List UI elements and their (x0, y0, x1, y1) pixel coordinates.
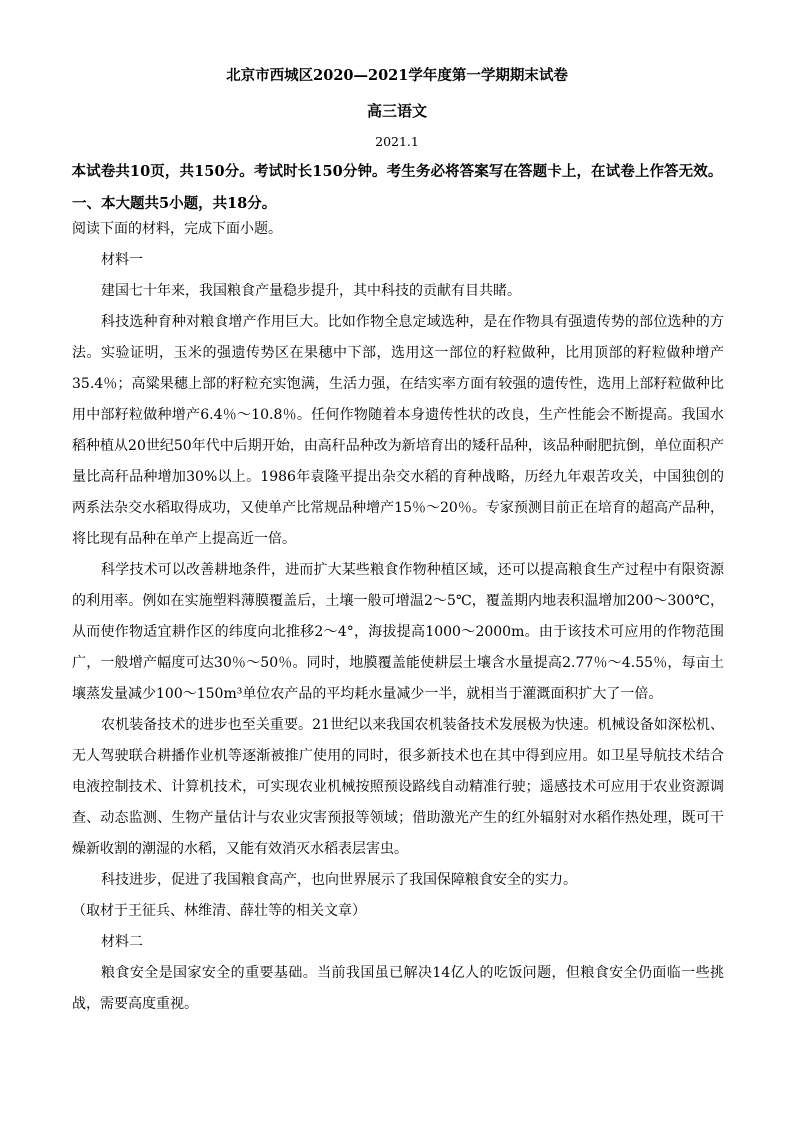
section-heading: 一、本大题共5小题，共18分。 (72, 195, 277, 212)
exam-title: 北京市西城区2020—2021学年度第一学期期末试卷 (226, 67, 568, 84)
exam-date: 2021.1 (375, 134, 419, 149)
reading-passage (72, 214, 724, 1020)
material2-paragraph-1: 粮食安全是国家安全的重要基础。当前我国虽已解决14亿人的吃饭问题，但粮食安全仍面临一些挑战，需要高度重视。 (72, 965, 724, 1012)
material1-paragraph-1: 建国七十年来，我国粮食产量稳步提升，其中科技的贡献有目共睹。 (101, 283, 521, 299)
material1-label: 材料一 (101, 252, 143, 268)
material2-label: 材料二 (101, 934, 143, 950)
material1-paragraph-3: 科学技术可以改善耕地条件，进而扩大某些粮食作物种植区域，还可以提高粮食生产过程中有限资源的利用率。例如在实施塑料薄膜覆盖后，土壤一般可增温2～5℃，覆盖期内地表积温增加200～300℃，从而使作物适宜耕作区的纬度向北推移2～4°，海拔提高1000～2000m。由于该技术可应用的作物范围广，一般增产幅度可达30％～50％。同时，地膜覆盖能使耕层土壤含水量提高2.77％～4.55％，每亩土壤蒸发量减少100～150m³单位农产品的平均耗水量减少一半，就相当于灌溉面积扩大了一倍。 (72, 562, 724, 702)
material1-source: （取材于王征兵、林维清、薛壮等的相关文章） (72, 903, 366, 919)
material1-paragraph-4: 农机装备技术的进步也至关重要。21世纪以来我国农机装备技术发展极为快速。机械设备如深松机、无人驾驶联合耕播作业机等逐渐被推广使用的同时，很多新技术也在其中得到应用。如卫星导航技术结合电液控制技术、计算机技术，可实现农业机械按照预设路线自动精准行驶；遥感技术可应用于农业资源调查、动态监测、生物产量估计与农业灾害预报等领域；借助激光产生的红外辐射对水稻作热处理，既可干燥新收割的潮湿的水稻，又能有效消灭水稻表层害虫。 (72, 717, 724, 857)
material1-paragraph-2: 科技选种育种对粮食增产作用巨大。比如作物全息定域选种，是在作物具有强遗传势的部位选种的方法。实验证明，玉米的强遗传势区在果穗中下部，选用这一部位的籽粒做种，比用顶部的籽粒做种增产35.4％；高粱果穗上部的籽粒充实饱满，生活力强，在结实率方面有较强的遗传性，选用上部籽粒做种比用中部籽粒做种增产6.4％～10.8％。任何作物随着本身遗传性状的改良，生产性能会不断提高。我国水稻种植从20世纪50年代中后期开始，由高秆品种改为新培育出的矮秆品种，该品种耐肥抗倒，单位面积产量比高秆品种增加30%以上。1986年袁隆平提出杂交水稻的育种战略，历经九年艰苦攻关，中国独创的两系法杂交水稻取得成功，又使单产比常规品种增产15％～20％。专家预测目前正在培育的超高产品种，将比现有品种在单产上提高近一倍。 (72, 314, 724, 547)
exam-subject: 高三语文 (366, 102, 427, 120)
material1-paragraph-5: 科技进步，促进了我国粮食高产，也向世界展示了我国保障粮食安全的实力。 (101, 872, 577, 888)
exam-notice: 本试卷共10页，共150分。考试时长150分钟。考生务必将答案写在答题卡上，在试卷上作答无效。 (71, 163, 723, 180)
instruction-text: 阅读下面的材料，完成下面小题。 (72, 221, 282, 237)
